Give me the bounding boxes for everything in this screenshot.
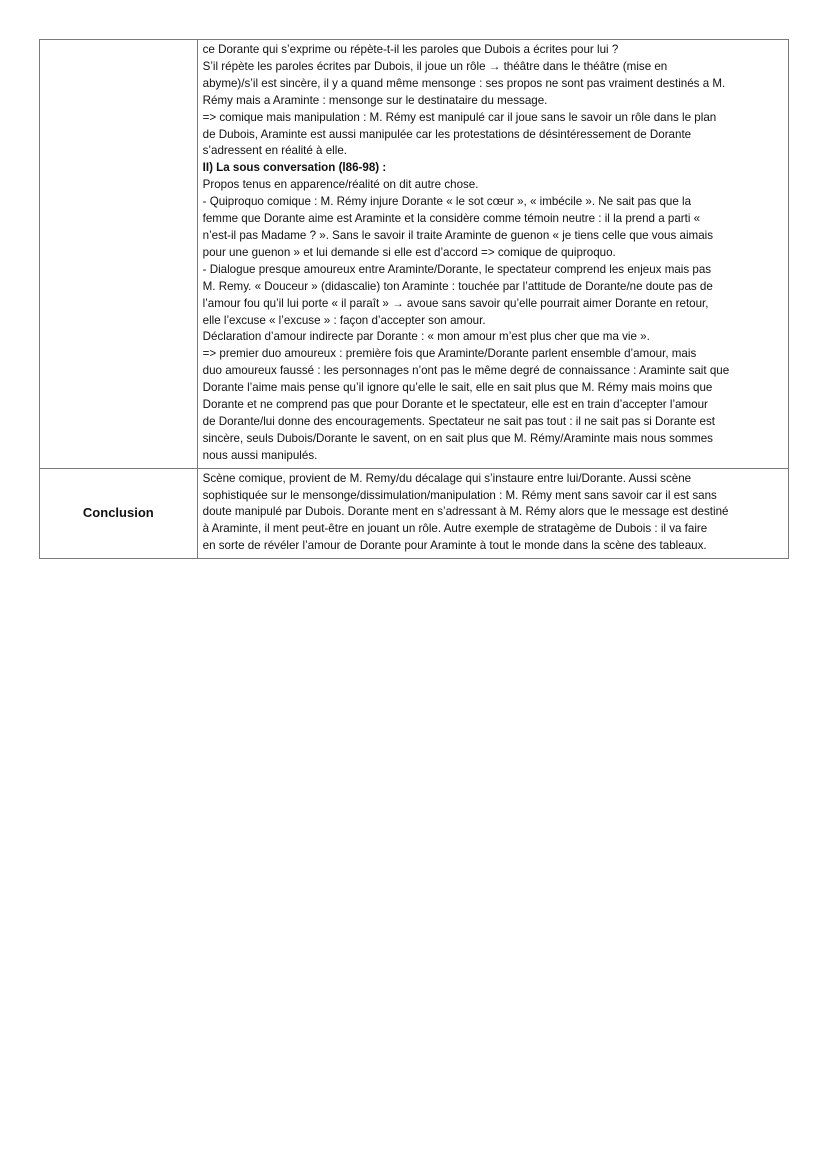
text-line: sincère, seuls Dubois/Dorante le savent, on en sait plus que M. Rémy/Araminte mais nous sommes <box>202 431 713 445</box>
text-line: de Dubois, Araminte est aussi manipulée car les protestations de désintéressement de Dorante <box>202 127 692 141</box>
analysis-table <box>39 39 789 559</box>
text-line: ce Dorante qui s’exprime ou répète-t-il les paroles que Dubois a écrites pour lui ? <box>202 43 619 56</box>
text-line: pour une guenon » et lui demande si elle est d’accord => comique de quiproquo. <box>202 245 616 259</box>
text-line: de Dorante/lui donne des encouragements. Spectateur ne sait pas tout : il ne sait pas si Dorante est <box>202 414 715 428</box>
text-line: sophistiquée sur le mensonge/dissimulation/manipulation : M. Rémy ment sans savoir car il est sans <box>202 488 717 502</box>
text-line: s’adressent en réalité à elle. <box>202 144 347 158</box>
text-line: duo amoureux faussé : les personnages n’ont pas le même degré de connaissance : Araminte sait que <box>202 364 730 378</box>
text-line: doute manipulé par Dubois. Dorante ment en s’adressant à M. Rémy alors que le message est destiné <box>202 505 729 519</box>
row-heading-cell-empty <box>40 40 198 469</box>
table-row-analysis <box>40 40 789 469</box>
text-line: S’il répète les paroles écrites par Dubois, il joue un rôle → théâtre dans le théâtre (mise en <box>202 59 668 73</box>
text-line: à Araminte, il ment peut-être en jouant un rôle. Autre exemple de stratagème de Dubois : il va faire <box>202 522 708 536</box>
text-line: n’est-il pas Madame ? ». Sans le savoir il traite Araminte de guenon « je tiens celle que vous aimais <box>202 228 714 242</box>
text-line: Rémy mais a Araminte : mensonge sur le destinataire du message. <box>202 93 548 107</box>
section-heading: II) La sous conversation (l86-98) : <box>202 161 387 175</box>
text-line: => premier duo amoureux : première fois que Araminte/Dorante parlent ensemble d’amour, mais <box>202 347 697 361</box>
analysis-text-cell <box>197 40 788 469</box>
text-line: Propos tenus en apparence/réalité on dit autre chose. <box>202 178 479 192</box>
text-line: Dorante l’aime mais pense qu’il ignore qu’elle le sait, elle en sait plus que M. Rémy mais moins que <box>202 381 713 395</box>
text-line: - Dialogue presque amoureux entre Araminte/Dorante, le spectateur comprend les enjeux mais pas <box>202 262 712 276</box>
text-line: Déclaration d’amour indirecte par Dorante : « mon amour m’est plus cher que ma vie ». <box>202 330 650 344</box>
conclusion-heading: Conclusion <box>40 468 198 559</box>
text-line: Dorante et ne comprend pas que pour Dorante et le spectateur, elle est en train d’accepter l’amour <box>202 398 708 412</box>
text-line: - Quiproquo comique : M. Rémy injure Dorante « le sot cœur », « imbécile ». Ne sait pas que la <box>202 195 692 209</box>
text-line: nous aussi manipulés. <box>202 448 318 462</box>
text-line: M. Remy. « Douceur » (didascalie) ton Araminte : touchée par l’attitude de Dorante/ne doute pas de <box>202 279 713 293</box>
text-line: => comique mais manipulation : M. Rémy est manipulé car il joue sans le savoir un rôle dans le plan <box>202 110 717 124</box>
text-line: elle l’excuse « l’excuse » : façon d’accepter son amour. <box>202 313 486 327</box>
text-line: l’amour fou qu’il lui porte « il paraît » → avoue sans savoir qu’elle pourrait aimer Dorante en retour, <box>202 296 709 310</box>
text-line: abyme)/s’il est sincère, il y a quand même mensonge : ses propos ne sont pas vraiment destinés a M. <box>202 76 726 90</box>
table-row-conclusion <box>40 468 789 559</box>
text-line: Scène comique, provient de M. Remy/du décalage qui s’instaure entre lui/Dorante. Aussi scène <box>202 471 692 485</box>
text-line: femme que Dorante aime est Araminte et la considère comme témoin neutre : il la prend a parti « <box>202 212 701 226</box>
text-line: en sorte de révéler l’amour de Dorante pour Araminte à tout le monde dans la scène des tableaux. <box>202 539 707 553</box>
conclusion-text-cell <box>197 468 788 559</box>
